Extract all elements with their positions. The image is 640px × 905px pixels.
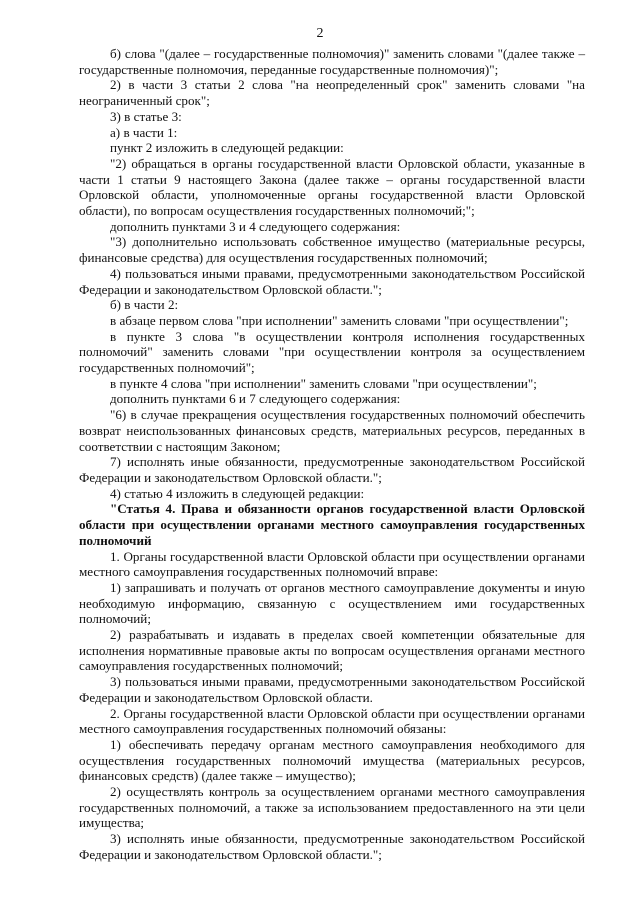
paragraph: 7) исполнять иные обязанности, предусмотренные законодательством Российской Федерации и законодательством Орловской области.";	[79, 454, 585, 485]
paragraph: в абзаце первом слова "при исполнении" заменить словами "при осуществлении";	[110, 312, 569, 328]
paragraph: 1. Органы государственной власти Орловской области при осуществлении органами местного самоуправления государственных полномочий вправе:	[79, 548, 585, 580]
paragraph: в пункте 3 слова "в осуществлении контроля исполнения государственных полномочий" заменить словами "при осуществлении контроля за осуществлением государственных полномочий";	[79, 328, 585, 376]
paragraph: 2) осуществлять контроль за осуществлением органами местного самоуправления государственных полномочий, а также за использованием предоставленного на эти цели имущества;	[79, 784, 585, 831]
paragraph: 2) в части 3 статьи 2 слова "на неопределенный срок" заменить словами "на неограниченный срок";	[79, 77, 585, 109]
paragraph: 4) пользоваться иными правами, предусмотренными законодательством Российской Федерации и законодательством Орловской области.";	[79, 265, 585, 297]
paragraph: "6) в случае прекращения осуществления государственных полномочий обеспечить возврат неиспользованных финансовых средств, материальных ресурсов, переданных в соответствии с настоящим Законом;	[79, 407, 585, 454]
paragraph: в пункте 4 слова "при исполнении" заменить словами "при осуществлении";	[110, 375, 537, 391]
paragraph: б) слова "(далее – государственные полномочия)" заменить словами "(далее также – государственные полномочия, переданные государственные полномочия)";	[79, 46, 585, 77]
paragraph: б) в части 2:	[110, 297, 179, 313]
paragraph: 4) статью 4 изложить в следующей редакции:	[110, 485, 365, 501]
paragraph: 3) исполнять иные обязанности, предусмотренные законодательством Российской Федерации и законодательством Орловской области.";	[79, 831, 585, 862]
paragraph: 2. Органы государственной власти Орловской области при осуществлении органами местного самоуправления государственных полномочий обязаны:	[79, 705, 585, 737]
paragraph: 1) запрашивать и получать от органов местного самоуправление документы и иную необходимую информацию, связанную с осуществлением ими государственных полномочий;	[79, 579, 585, 627]
page-number: 2	[316, 26, 324, 41]
paragraph: пункт 2 изложить в следующей редакции:	[110, 140, 344, 156]
document-body	[79, 46, 585, 863]
paragraph: "3) дополнительно использовать собственное имущество (материальные ресурсы, финансовые средства) для осуществления государственных полномочий;	[79, 234, 585, 266]
paragraph: дополнить пунктами 6 и 7 следующего содержания:	[110, 391, 401, 407]
paragraph: "2) обращаться в органы государственной власти Орловской области, указанные в части 1 статьи 9 настоящего Закона (далее также – органы государственной власти Орловской области, уполномоченные органы государственной власти Орловской области), по вопросам осуществления государственных полномочий;";	[79, 155, 585, 219]
paragraph: 3) в статье 3:	[110, 108, 182, 124]
paragraph: 2) разрабатывать и издавать в пределах своей компетенции обязательные для исполнения нормативные правовые акты по вопросам осуществления органами местного самоуправления государственных полномочий;	[79, 627, 585, 674]
paragraph: 3) пользоваться иными правами, предусмотренными законодательством Российской Федерации и законодательством Орловской области.	[79, 674, 585, 705]
paragraph: 1) обеспечивать передачу органам местного самоуправления необходимого для осуществления государственных полномочий имущества (материальных ресурсов, финансовых средств) (далее также – имущество);	[79, 736, 585, 784]
paragraph: а) в части 1:	[110, 124, 178, 140]
paragraph: дополнить пунктами 3 и 4 следующего содержания:	[110, 218, 401, 234]
article-title: "Статья 4. Права и обязанности органов государственной власти Орловской области при осуществлении органами местного самоуправления государственных полномочий	[79, 501, 585, 548]
